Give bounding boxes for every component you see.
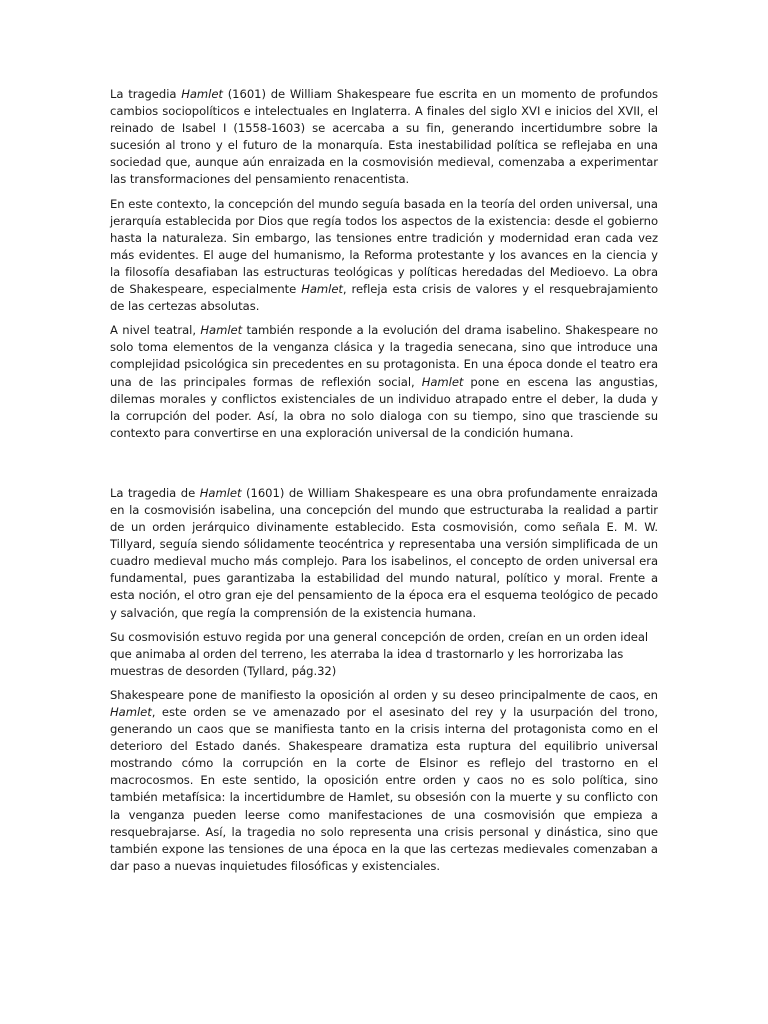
italic-title: Hamlet [199,485,242,500]
italic-title: Hamlet [301,282,343,297]
paragraph-text: (1601) de William Shakespeare es una obra profundamente enraizada en la cosmovisión isabelina, una concepción del mundo que estructuraba la realidad a partir de un orden jerárquico divinamente establecido. Esta cosmovisión, como señala E. M. W. Tillyard, seguía siendo sólidamente teocéntrica y representaba una versión simplificada de un cuadro medieval mucho más complejo. Para los isabelinos, el concepto de orden universal era fundamental, pues garantizaba la estabilidad del mundo natural, político y moral. Frente a esta noción, el otro gran eje del pensamiento de la época era el esquema teológico de pecado y salvación, que regía la comprensión de la existencia humana. [110,485,658,620]
paragraph-text: En este contexto, la concepción del mundo seguía basada en la teoría del orden universal, una jerarquía establecida por Dios que regía todos los aspectos de la existencia: desde el gobierno hasta la naturaleza. Sin embargo, las tensiones entre tradición y modernidad eran cada vez más evidentes. El auge del humanismo, la Reforma protestante y los avances en la ciencia y la filosofía desafiaban las estructuras teológicas y políticas heredadas del Medioevo. La obra de Shakespeare, especialmente [110,196,658,297]
paragraph-5-quote [110,629,658,680]
paragraph-1 [110,86,658,189]
paragraph-text: , este orden se ve amenazado por el asesinato del rey y la usurpación del trono, generando un caos que se manifiesta tanto en la crisis interna del protagonista como en el deterioro del Estado danés. Shakespeare dramatiza esta ruptura del equilibrio universal mostrando cómo la corrupción en la corte de Elsinor es reflejo del trastorno en el macrocosmos. En este sentido, la oposición entre orden y caos no es solo política, sino también metafísica: la incertidumbre de Hamlet, su obsesión con la muerte y su conflicto con la venganza pueden leerse como manifestaciones de una cosmovisión que empieza a resquebrajarse. Así, la tragedia no solo representa una crisis personal y dinástica, sino que también expone las tensiones de una época en la que las certezas medievales comenzaban a dar paso a nuevas inquietudes filosóficas y existenciales. [110,705,658,873]
paragraph-text: Su cosmovisión estuvo regida por una general concepción de orden, creían en un orden ideal que animaba al orden del terreno, les aterraba la idea d trastornarlo y les horrorizaba las muestras de desorden (Tyllard, pág.32) [110,629,649,678]
paragraph-text: La tragedia [110,87,182,101]
paragraph-2 [110,196,658,316]
paragraph-text: (1601) de William Shakespeare fue escrita en un momento de profundos cambios sociopolíticos e intelectuales en Inglaterra. A finales del siglo XVI e inicios del XVII, el reinado de Isabel I (1558-1603) se acercaba a su fin, generando incertidumbre sobre la sucesión al trono y el futuro de la monarquía. Esta inestabilidad política se reflejaba en una sociedad que, aunque aún enraizada en la cosmovisión medieval, comenzaba a experimentar las transformaciones del pensamiento renacentista. [110,87,658,187]
paragraph-text: Shakespeare pone de manifiesto la oposición al orden y su deseo principalmente de caos, en [110,687,658,702]
document-page [110,86,658,875]
paragraph-4 [110,485,658,622]
paragraph-text: , refleja esta crisis de valores y el resquebrajamiento de las certezas absolutas. [110,282,658,314]
paragraph-text: La tragedia de [110,485,200,500]
paragraph-3 [110,322,658,442]
paragraph-text: A nivel teatral, [110,323,201,338]
italic-title: Hamlet [181,87,223,101]
italic-title: Hamlet [200,323,243,338]
paragraph-text: también responde a la evolución del drama isabelino. Shakespeare no solo toma elementos de la venganza clásica y la tragedia senecana, sino que introduce una complejidad psicológica sin precedentes en su protagonista. En una época donde el teatro era una de las principales formas de reflexión social, [110,323,658,389]
italic-title: Hamlet [110,705,152,719]
paragraph-text: pone en escena las angustias, dilemas morales y conflictos existenciales de un individuo atrapado entre el deber, la duda y la corrupción del poder. Así, la obra no solo dialoga con su tiempo, sino que trasciende su contexto para convertirse en una exploración universal de la condición humana. [110,374,658,440]
italic-title: Hamlet [421,374,464,389]
paragraph-6 [110,687,658,875]
